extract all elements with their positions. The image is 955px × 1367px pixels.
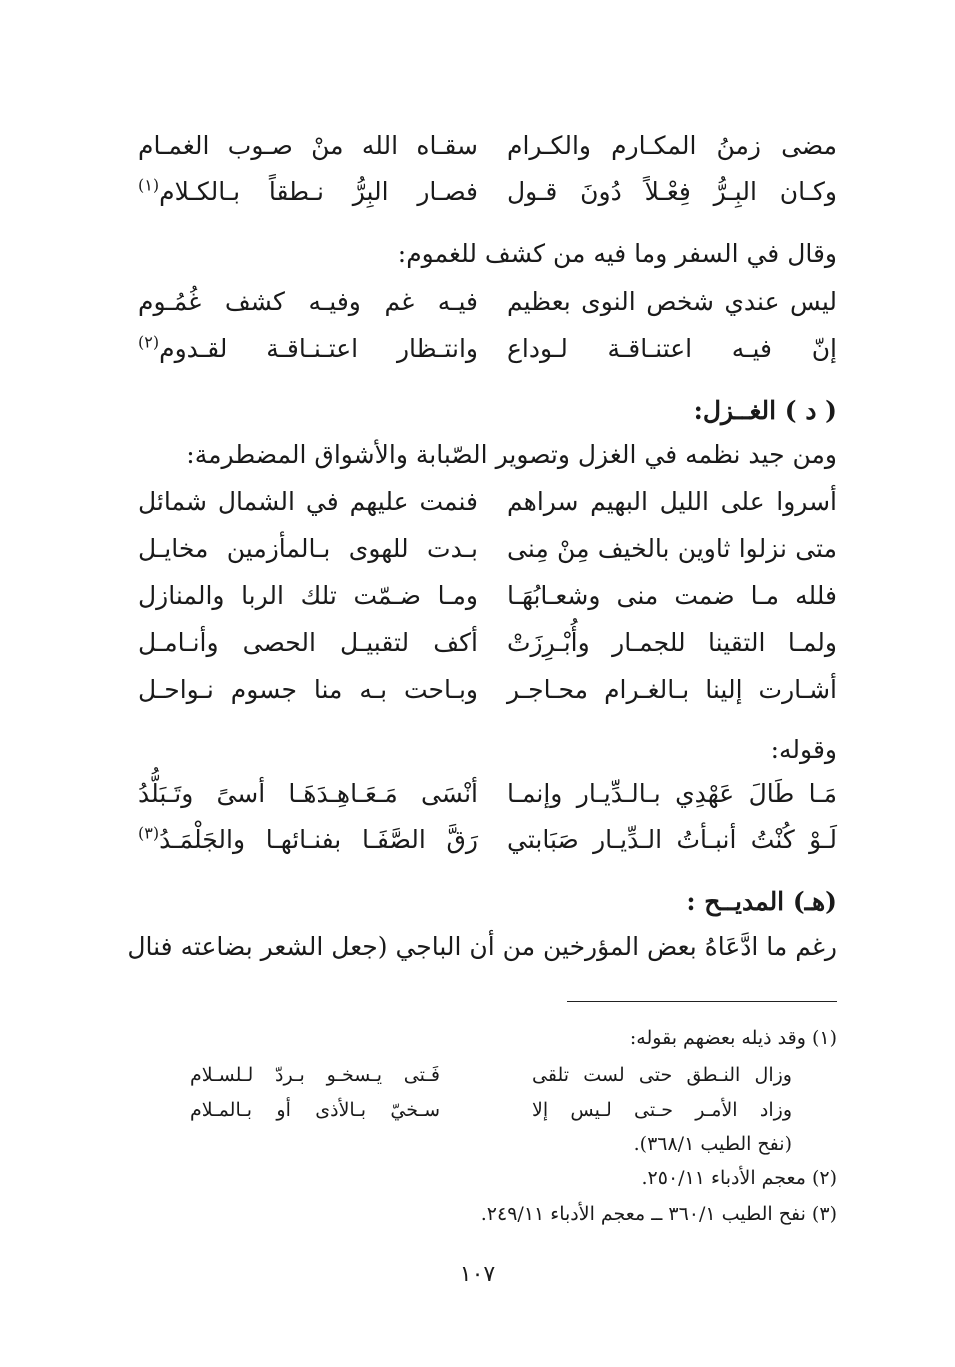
page-number: ١٠٧ (459, 1262, 496, 1287)
verse-1-2-right-hemistich: وكـان البِـرُّ فِعْـلاً دُونَ قـول (507, 177, 837, 206)
footnote-1-verse-2-right: وزاد الأمـر حـتى لـيس إلا (532, 1099, 792, 1121)
intro-ghazal: ومن جيد نظمه في الغزل وتصوير الصّبابة والأشواق المضطرمة: (186, 440, 837, 469)
footnote-separator-rule (567, 1001, 837, 1002)
verse-4-2-left-hemistich: رَقَّ الصَّفَـا بفنـائهـا والجَلْمَـدُ$^{(٣)}$ (138, 823, 478, 854)
verse-3-3-right-hemistich: فلله مـا ضمت منى وشعـابُهَـا (507, 581, 837, 610)
verse-4-1-right-hemistich: مَـا طَالَ عَهْدِي بـالـدِّيـار وإنمـا (507, 779, 837, 808)
verse-3-2-right-hemistich: متى نزلوا ثاوين بالخيف مِنْ مِنى (507, 534, 837, 563)
verse-1-1-right-hemistich: مضى زمنُ المكـارم والكـرام (507, 131, 837, 160)
footnote-2: (٢) معجم الأدباء ٢٥٠/١١. (641, 1167, 837, 1189)
footnote-3: (٣) نفح الطيب ٣٦٠/١ ــ معجم الأدباء ٢٤٩/١١. (480, 1203, 837, 1225)
section-heading-madih: (هـ) المديــح : (686, 887, 837, 916)
verse-1-2-left-hemistich: فصـار البِرُّ نـطقاً بـالكـلام$^{(١)}$ (138, 175, 478, 206)
verse-2-1-right-hemistich: ليس عندي شخص النوى بعظيم (507, 287, 837, 316)
footnote-1-verse-1-right: وزال النـطق حتى لست تلقى (532, 1064, 792, 1086)
intro-travel-poem: وقال في السفر وما فيه من كشف للغموم: (397, 239, 837, 268)
footnote-marker-1: (١) (138, 175, 160, 195)
verse-3-5-left-hemistich: وبـاحت بـه منا جسوم نـواحـل (138, 675, 478, 704)
verse-3-3-left-hemistich: ومـا ضـمّت تلك الربا والمنازل (138, 581, 478, 610)
verse-2-2-right-hemistich: إنّ فيـه اعتنـاقـة لـوداع (507, 334, 837, 363)
footnote-1-verse-1-left: فَـتى يـسخـو بـردّ لـلسـلام (190, 1064, 440, 1086)
verse-3-2-left-hemistich: بـدت للهوى بـالمأزمين مخايـل (138, 534, 478, 563)
footnote-1-intro: (١) وقد ذيله بعضهم بقوله: (629, 1027, 837, 1049)
section-heading-ghazal: ( د ) الغــزل: (693, 396, 837, 425)
body-paragraph-line: رغم ما ادَّعَاهُ بعض المؤرخين من أن الباجي (جعل الشعر بضاعته فنال (127, 932, 837, 961)
verse-2-2-left-hemistich: وانتـظار اعتـنـاقـة لقـدوم$^{(٢)}$ (138, 332, 478, 363)
verse-4-1-left-hemistich: أنْسَى مَـعَـاهِـدَهَـا أسىً وتَـبَلُّدُ (138, 779, 478, 808)
footnote-1-source: (نفح الطيب ٣٦٨/١). (633, 1133, 792, 1155)
footnote-marker-2: (٢) (138, 332, 160, 352)
verse-4-2-right-hemistich: لَـوْ كُنْتُ أنبـأتُ الـدِّيـار صَبَابتي (507, 825, 837, 854)
verse-3-5-right-hemistich: أشـارت إلينا بـالغـرام محـاجـر (507, 675, 837, 704)
verse-3-4-left-hemistich: أكف لتقبيـل الحصى وأنـامـل (138, 628, 478, 657)
verse-1-1-left-hemistich: سقـاه الله منْ صـوب الغمـام (138, 131, 478, 160)
footnote-1-verse-2-left: سـخيّ بـالأذى أو بـالمـلام (190, 1099, 440, 1121)
verse-2-1-left-hemistich: فيـه غم وفيـه كشف غُمُـوم (138, 287, 478, 316)
verse-3-1-right-hemistich: أسروا على الليل البهيم سراهم (507, 487, 837, 516)
footnote-marker-3: (٣) (138, 823, 160, 843)
intro-qawluhu: وقوله: (770, 735, 837, 764)
verse-3-1-left-hemistich: فنمت عليهم في الشمال شمائل (138, 487, 478, 516)
verse-3-4-right-hemistich: ولمـا التقينا للجمـار وأُبْـرِزَتْ (507, 628, 837, 657)
